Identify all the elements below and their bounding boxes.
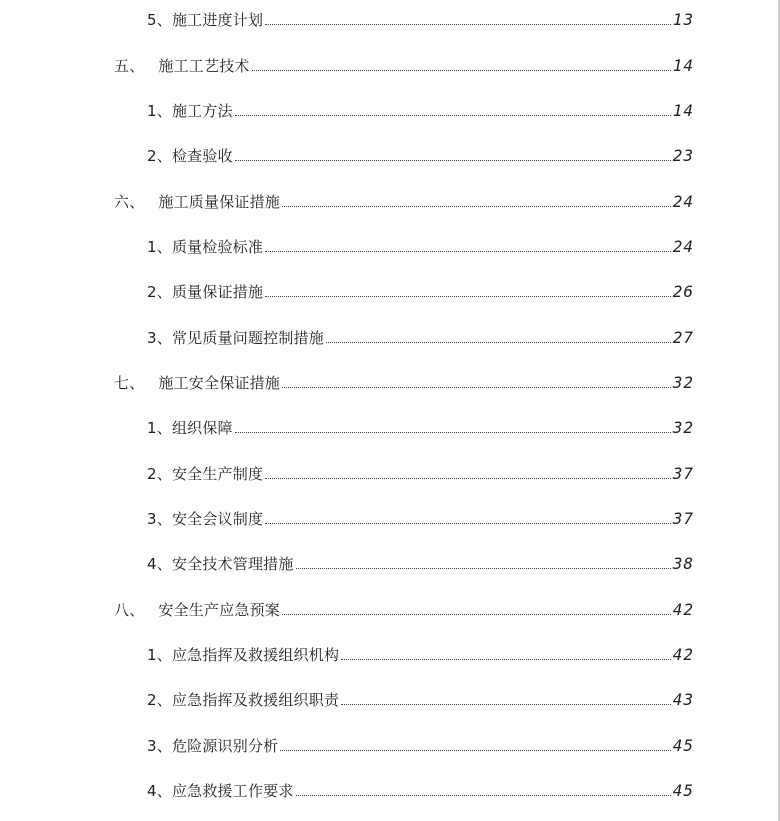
toc-entry[interactable]: [114, 596, 694, 620]
toc-entry-title: [147, 736, 278, 756]
toc-entry-text: 施工质量保证措施: [158, 193, 281, 211]
toc-entry[interactable]: [147, 550, 694, 574]
toc-page-number: 14: [672, 101, 694, 120]
toc-page-number: 37: [672, 464, 694, 483]
toc-entry-number: 1、: [147, 102, 172, 120]
toc-entry-text: 应急指挥及救援组织机构: [171, 646, 340, 664]
toc-dot-leader: [265, 523, 671, 524]
toc-entry-text: 应急救援工作要求: [171, 782, 294, 800]
toc-entry[interactable]: [147, 641, 694, 665]
toc-page-number: 45: [672, 781, 694, 800]
toc-page-number: 14: [672, 56, 694, 75]
toc-entry-title: [114, 600, 280, 620]
toc-entry[interactable]: [147, 777, 694, 801]
toc-entry-title: [147, 509, 263, 529]
toc-dot-leader: [235, 432, 671, 433]
toc-entry-text: 常见质量问题控制措施: [171, 329, 324, 347]
toc-entry[interactable]: [147, 460, 694, 484]
toc-entry-text: 组织保障: [171, 419, 233, 437]
toc-entry-title: [147, 418, 233, 438]
toc-dot-leader: [282, 206, 671, 207]
toc-dot-leader: [235, 115, 671, 116]
toc-page-number: 38: [672, 554, 694, 573]
toc-entry-title: [114, 56, 250, 76]
toc-dot-leader: [296, 568, 671, 569]
toc-entry-text: 检查验收: [171, 147, 233, 165]
toc-entry[interactable]: [147, 97, 694, 121]
toc-entry-number: 5、: [147, 11, 172, 29]
toc-entry-title: [147, 645, 339, 665]
toc-entry-number: 七、: [114, 374, 145, 392]
toc-entry-number: 2、: [147, 691, 172, 709]
toc-page-number: 32: [672, 373, 694, 392]
toc-entry-number: 3、: [147, 329, 172, 347]
toc-dot-leader: [265, 478, 671, 479]
toc-entry-number: 3、: [147, 737, 172, 755]
toc-entry-number: 2、: [147, 283, 172, 301]
toc-entry-text: 质量检验标准: [171, 238, 264, 256]
toc-entry-text: 安全生产应急预案: [158, 601, 281, 619]
toc-dot-leader: [265, 24, 671, 25]
toc-entry-text: 质量保证措施: [171, 283, 264, 301]
toc-entry[interactable]: [147, 6, 694, 30]
toc-dot-leader: [282, 614, 671, 615]
toc-dot-leader: [252, 70, 671, 71]
toc-dot-leader: [280, 750, 670, 751]
toc-entry-title: [147, 328, 324, 348]
toc-entry-title: [147, 101, 233, 121]
toc-entry-number: 八、: [114, 601, 145, 619]
toc-entry-number: 1、: [147, 238, 172, 256]
toc-entry-number: 4、: [147, 555, 172, 573]
toc-page-number: 32: [672, 418, 694, 437]
toc-entry-title: [147, 781, 294, 801]
toc-entry[interactable]: [147, 414, 694, 438]
toc-page-number: 43: [672, 690, 694, 709]
toc-entry[interactable]: [147, 505, 694, 529]
toc-entry-text: 安全生产制度: [171, 465, 264, 483]
toc-entry-text: 施工工艺技术: [158, 57, 250, 75]
toc-entry-number: 2、: [147, 465, 172, 483]
toc-entry-number: 五、: [114, 57, 145, 75]
toc-page-number: 37: [672, 509, 694, 528]
toc-entry-text: 安全会议制度: [171, 510, 264, 528]
toc-page-number: 27: [672, 328, 694, 347]
toc-page-number: 24: [672, 192, 694, 211]
toc-entry-title: [114, 192, 280, 212]
toc-entry-number: 1、: [147, 646, 172, 664]
toc-dot-leader: [265, 251, 671, 252]
toc-dot-leader: [326, 342, 671, 343]
toc-page-number: 42: [672, 600, 694, 619]
toc-entry[interactable]: [114, 369, 694, 393]
toc-entry-number: 3、: [147, 510, 172, 528]
toc-dot-leader: [296, 795, 671, 796]
toc-entry-title: [147, 146, 233, 166]
toc-entry[interactable]: [147, 278, 694, 302]
toc-entry[interactable]: [147, 142, 694, 166]
toc-dot-leader: [235, 160, 671, 161]
toc-entry[interactable]: [147, 732, 694, 756]
toc-entry-number: 2、: [147, 147, 172, 165]
toc-page-number: 45: [672, 736, 694, 755]
toc-dot-leader: [341, 704, 671, 705]
toc-entry-title: [147, 690, 339, 710]
toc-entry[interactable]: [147, 686, 694, 710]
toc-entry-text: 施工进度计划: [171, 11, 264, 29]
toc-entry-number: 六、: [114, 193, 145, 211]
toc-entry-text: 安全技术管理措施: [171, 555, 294, 573]
toc-page-number: 42: [672, 645, 694, 664]
toc-entry-text: 施工安全保证措施: [158, 374, 281, 392]
toc-entry-text: 危险源识别分析: [171, 737, 279, 755]
toc-dot-leader: [265, 296, 671, 297]
toc-entry-number: 1、: [147, 419, 172, 437]
toc-page-number: 24: [672, 237, 694, 256]
toc-page-number: 13: [672, 10, 694, 29]
toc-entry-title: [114, 373, 280, 393]
toc-entry-title: [147, 10, 263, 30]
toc-entry-number: 4、: [147, 782, 172, 800]
toc-entry[interactable]: [114, 52, 694, 76]
toc-entry-text: 施工方法: [171, 102, 233, 120]
toc-entry-title: [147, 464, 263, 484]
toc-entry-title: [147, 554, 294, 574]
toc-entry[interactable]: [147, 233, 694, 257]
toc-entry[interactable]: [114, 188, 694, 212]
toc-page-number: 23: [672, 146, 694, 165]
toc-entry[interactable]: [147, 324, 694, 348]
toc-entry-title: [147, 237, 263, 257]
toc-dot-leader: [282, 387, 671, 388]
toc-page-number: 26: [672, 282, 694, 301]
toc-dot-leader: [341, 659, 671, 660]
toc-entry-title: [147, 282, 263, 302]
toc-entry-text: 应急指挥及救援组织职责: [171, 691, 340, 709]
